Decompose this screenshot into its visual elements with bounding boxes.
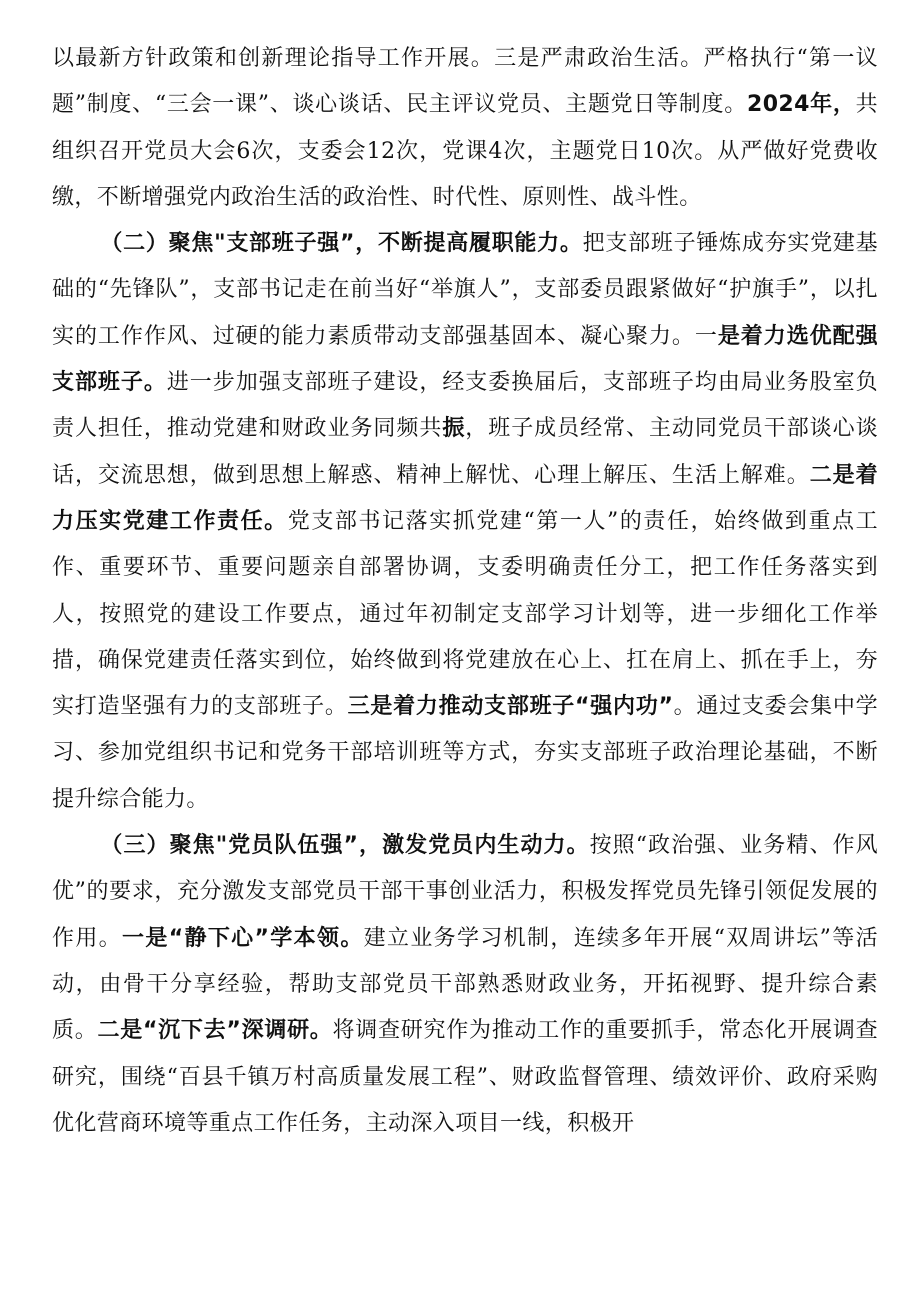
text-run: 建立业务学习机制，连续多年开展“双周讲坛”等活动，由骨干分享经验，帮助支部党员干部熟悉财政业务，开拓视野、提升综合素质。	[52, 925, 878, 1044]
text-run: 共组织召开党员大会6次，支委会12次，党课4次，主题党日10次。从严做好党费收缴，不断增强党内政治生活的政治性、时代性、原则性、战斗性。	[52, 92, 878, 210]
document-page	[52, 36, 878, 1147]
section-heading-3: （三）聚焦"党员队伍强”，激发党员内生动力。	[100, 833, 590, 859]
paragraph-1	[52, 36, 878, 221]
text-run: 党支部书记落实抓党建“第一人”的责任，始终做到重点工作、重要环节、重要问题亲自部署协调，支委明确责任分工，把工作任务落实到人，按照党的建设工作要点，通过年初制定支部学习计划等，进一步细化工作举措，确保党建责任落实到位，始终做到将党建放在心上、扛在肩上、抓在手上，夯实打造坚强有力的支部班子。	[52, 508, 878, 720]
text-run: 把支部班子锤炼成夯实党建基础的“先锋队”，支部书记走在前当好“举旗人”，支部委员跟紧做好“护旗手”，以扎实的工作作风、过硬的能力素质带动支部强基固本、凝心聚力。一	[52, 231, 878, 349]
paragraph-2	[52, 221, 878, 823]
text-run-bold: 2024年，	[746, 92, 856, 118]
text-run-bold: 是着力选优配强支部班子。	[52, 323, 878, 396]
text-run: 按照“政治强、业务精、作风优”的要求，充分激发支部党员干部干事创业活力，积极发挥党员先锋引领促发展的作用。	[52, 833, 878, 951]
text-run: 进一步加强支部班子建设，经支委换届后，支部班子均由局业务股室负责人担任，推动党建和财政业务同频共	[52, 370, 878, 442]
text-run: ，班子成员经常、主动同党员干部谈心谈话，交流思想，做到思想上解惑、精神上解忧、心理上解压、生活上解难。	[52, 416, 878, 488]
text-run: 将调查研究作为推动工作的重要抓手，常态化开展调查研究，围绕“百县千镇万村高质量发展工程”、财政监督管理、绩效评价、政府采购优化营商环境等重点工作任务，主动深入项目一线，积极开	[52, 1018, 878, 1136]
text-run-bold: 一是“静下心”学本领。	[122, 925, 364, 951]
text-run-bold: 三是着力推动支部班子“强内功”	[347, 694, 674, 720]
text-run-bold: 二是“沉下去”深调研。	[97, 1018, 333, 1044]
text-run: 以最新方针政策和创新理论指导工作开展。三是严肃政治生活。严格执行“第一议题”制度、“三会一课”、谈心谈话、民主评议党员、主题党日等制度。	[52, 46, 878, 118]
paragraph-3	[52, 823, 878, 1147]
section-heading-2: （二）聚焦"支部班子强”，不断提高履职能力。	[100, 231, 583, 257]
text-run-bold: 二是着力压实党建工作责任。	[52, 462, 879, 534]
text-run: 。通过支委会集中学习、参加党组织书记和党务干部培训班等方式，夯实支部班子政治理论基础，不断提升综合能力。	[52, 694, 879, 812]
text-run-bold: 振	[442, 416, 466, 442]
